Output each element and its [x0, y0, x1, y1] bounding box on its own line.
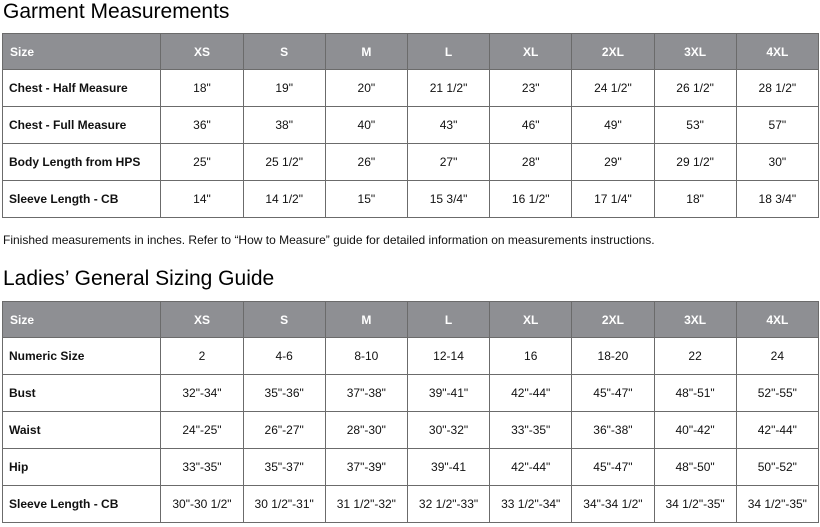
- table-cell: 28 1/2": [736, 70, 818, 107]
- table-cell: 42"-44": [490, 449, 572, 486]
- table-cell: 33"-35": [161, 449, 243, 486]
- table-cell: 45"-47": [572, 449, 654, 486]
- header-cell-2xl: 2XL: [572, 34, 654, 70]
- header-cell-2xl: 2XL: [572, 302, 654, 338]
- table-cell: 30"-32": [407, 412, 489, 449]
- table-cell: 17 1/4": [572, 181, 654, 218]
- row-label-numeric-size: Numeric Size: [3, 338, 161, 375]
- table-cell: 39"-41: [407, 449, 489, 486]
- table-cell: 30"-30 1/2": [161, 486, 243, 523]
- measurement-note: Finished measurements in inches. Refer to “How to Measure” guide for detailed information on measurements instructions.: [3, 233, 655, 247]
- row-label-sleeve-length: Sleeve Length - CB: [3, 486, 161, 523]
- table-cell: 52"-55": [736, 375, 818, 412]
- table-cell: 21 1/2": [407, 70, 489, 107]
- table-cell: 32"-34": [161, 375, 243, 412]
- table-cell: 33 1/2"-34": [490, 486, 572, 523]
- header-cell-size: Size: [3, 302, 161, 338]
- table-cell: 22: [654, 338, 736, 375]
- table-cell: 37"-38": [325, 375, 407, 412]
- table-cell: 25": [161, 144, 243, 181]
- table-cell: 24 1/2": [572, 70, 654, 107]
- table-cell: 8-10: [325, 338, 407, 375]
- table-cell: 45"-47": [572, 375, 654, 412]
- table-cell: 32 1/2"-33": [407, 486, 489, 523]
- table-cell: 29 1/2": [654, 144, 736, 181]
- row-label-chest-half: Chest - Half Measure: [3, 70, 161, 107]
- ladies-sizing-table: [2, 301, 819, 523]
- table-cell: 30": [736, 144, 818, 181]
- table-cell: 42"-44": [490, 375, 572, 412]
- table-cell: 25 1/2": [243, 144, 325, 181]
- table-row: [3, 338, 819, 375]
- table-row: [3, 375, 819, 412]
- garment-measurements-title: Garment Measurements: [3, 0, 230, 23]
- table-row: [3, 486, 819, 523]
- table-cell: 15 3/4": [407, 181, 489, 218]
- table-cell: 2: [161, 338, 243, 375]
- table-cell: 26 1/2": [654, 70, 736, 107]
- table-cell: 29": [572, 144, 654, 181]
- header-cell-l: L: [407, 34, 489, 70]
- header-cell-xl: XL: [490, 302, 572, 338]
- table-cell: 34 1/2"-35": [654, 486, 736, 523]
- table-cell: 35"-37": [243, 449, 325, 486]
- table-cell: 16: [490, 338, 572, 375]
- table-cell: 48"-50": [654, 449, 736, 486]
- table-row: [3, 107, 819, 144]
- table-cell: 34"-34 1/2": [572, 486, 654, 523]
- table-cell: 23": [490, 70, 572, 107]
- table-cell: 19": [243, 70, 325, 107]
- row-label-bust: Bust: [3, 375, 161, 412]
- table-cell: 28": [490, 144, 572, 181]
- table-cell: 16 1/2": [490, 181, 572, 218]
- table-header-row: [3, 34, 819, 70]
- table-cell: 37"-39": [325, 449, 407, 486]
- header-cell-3xl: 3XL: [654, 302, 736, 338]
- table-row: [3, 412, 819, 449]
- table-header-row: [3, 302, 819, 338]
- row-label-body-length: Body Length from HPS: [3, 144, 161, 181]
- table-cell: 18": [654, 181, 736, 218]
- table-cell: 24: [736, 338, 818, 375]
- header-cell-xl: XL: [490, 34, 572, 70]
- table-cell: 49": [572, 107, 654, 144]
- table-row: [3, 449, 819, 486]
- header-cell-m: M: [325, 34, 407, 70]
- table-cell: 43": [407, 107, 489, 144]
- header-cell-m: M: [325, 302, 407, 338]
- header-cell-4xl: 4XL: [736, 302, 818, 338]
- table-row: [3, 70, 819, 107]
- table-cell: 30 1/2"-31": [243, 486, 325, 523]
- table-cell: 39"-41": [407, 375, 489, 412]
- header-cell-xs: XS: [161, 302, 243, 338]
- table-cell: 12-14: [407, 338, 489, 375]
- table-cell: 15": [325, 181, 407, 218]
- table-cell: 27": [407, 144, 489, 181]
- header-cell-s: S: [243, 34, 325, 70]
- table-cell: 50"-52": [736, 449, 818, 486]
- table-cell: 33"-35": [490, 412, 572, 449]
- table-cell: 4-6: [243, 338, 325, 375]
- table-cell: 53": [654, 107, 736, 144]
- table-cell: 26": [325, 144, 407, 181]
- table-cell: 40"-42": [654, 412, 736, 449]
- table-cell: 36"-38": [572, 412, 654, 449]
- table-cell: 38": [243, 107, 325, 144]
- table-cell: 24"-25": [161, 412, 243, 449]
- table-cell: 28"-30": [325, 412, 407, 449]
- header-cell-4xl: 4XL: [736, 34, 818, 70]
- row-label-chest-full: Chest - Full Measure: [3, 107, 161, 144]
- table-cell: 18 3/4": [736, 181, 818, 218]
- row-label-sleeve-length: Sleeve Length - CB: [3, 181, 161, 218]
- table-cell: 46": [490, 107, 572, 144]
- table-cell: 42"-44": [736, 412, 818, 449]
- table-cell: 35"-36": [243, 375, 325, 412]
- header-cell-l: L: [407, 302, 489, 338]
- header-cell-s: S: [243, 302, 325, 338]
- table-cell: 31 1/2"-32": [325, 486, 407, 523]
- row-label-waist: Waist: [3, 412, 161, 449]
- table-cell: 48"-51": [654, 375, 736, 412]
- table-cell: 36": [161, 107, 243, 144]
- header-cell-size: Size: [3, 34, 161, 70]
- table-cell: 18": [161, 70, 243, 107]
- table-row: [3, 181, 819, 218]
- table-cell: 26"-27": [243, 412, 325, 449]
- table-cell: 14": [161, 181, 243, 218]
- header-cell-3xl: 3XL: [654, 34, 736, 70]
- table-cell: 18-20: [572, 338, 654, 375]
- table-cell: 34 1/2"-35": [736, 486, 818, 523]
- row-label-hip: Hip: [3, 449, 161, 486]
- table-cell: 20": [325, 70, 407, 107]
- ladies-sizing-guide-title: Ladies’ General Sizing Guide: [3, 267, 275, 290]
- table-cell: 57": [736, 107, 818, 144]
- table-row: [3, 144, 819, 181]
- garment-measurements-table: [2, 33, 819, 218]
- table-cell: 40": [325, 107, 407, 144]
- header-cell-xs: XS: [161, 34, 243, 70]
- table-cell: 14 1/2": [243, 181, 325, 218]
